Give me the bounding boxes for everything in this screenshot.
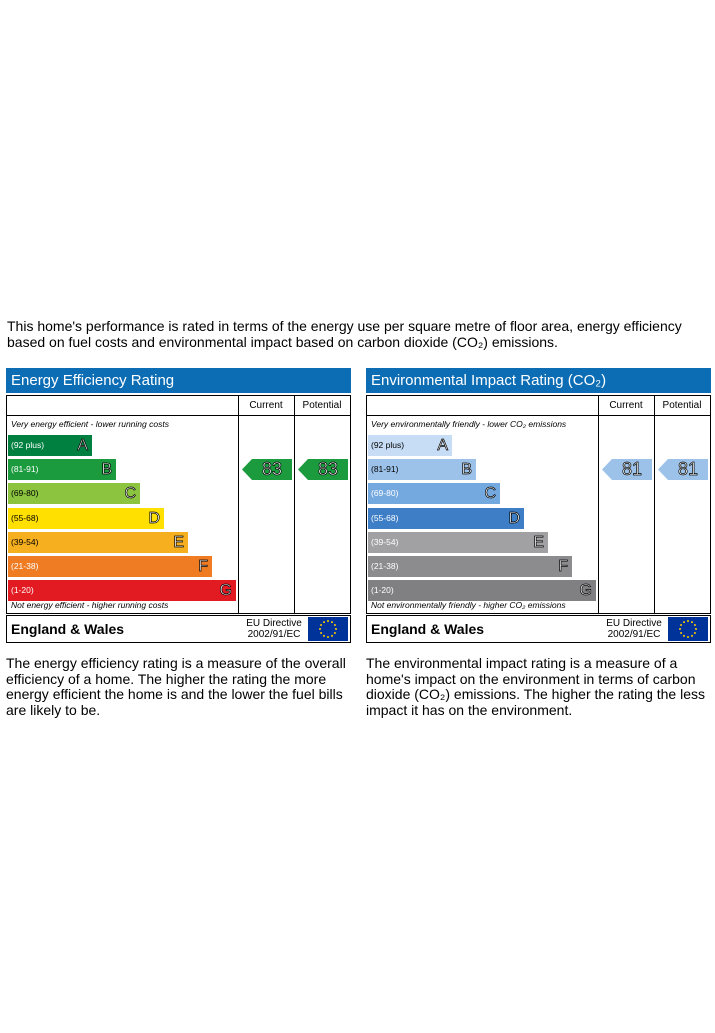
top-caption: Very environmentally friendly - lower CO₂ emissions (371, 419, 567, 429)
rating-band-a (368, 435, 452, 456)
rating-band-c (8, 483, 140, 504)
band-letter: D (148, 509, 160, 527)
region-label: England & Wales (11, 621, 125, 637)
band-range: (69-80) (371, 488, 399, 499)
top-caption: Very energy efficient - lower running costs (11, 419, 169, 429)
bottom-caption: Not energy efficient - higher running costs (11, 600, 169, 610)
rating-band-d (368, 508, 524, 529)
potential-column-header: Potential (662, 400, 702, 411)
energy-rating-chart (6, 395, 351, 614)
rating-band-f (8, 556, 212, 577)
band-letter: F (558, 558, 568, 575)
current-rating-arrow (242, 459, 292, 480)
band-letter: C (124, 485, 136, 503)
rating-band-f (368, 556, 572, 577)
band-range: (39-54) (11, 536, 39, 547)
band-letter: D (508, 509, 520, 527)
band-range: (92 plus) (11, 440, 45, 450)
chart-footer (6, 615, 351, 643)
eu-flag-icon (308, 617, 348, 641)
energy-description: The energy efficiency rating is a measure of the overall efficiency of a home. The higher the rating the more energy efficient the home is and the lower the fuel bills are likely to be. (6, 655, 346, 718)
potential-rating-arrow (658, 459, 708, 480)
rating-band-c (368, 483, 500, 504)
environmental-rating-chart (366, 395, 711, 614)
rating-band-d (8, 508, 164, 529)
potential-rating-value: 83 (317, 459, 339, 480)
current-rating-arrow (602, 459, 652, 480)
band-letter: E (533, 533, 544, 551)
band-range: (81-91) (11, 464, 39, 475)
band-letter: A (437, 437, 448, 454)
environmental-impact-title: Environmental Impact Rating (CO₂) (366, 368, 711, 393)
rating-band-g (8, 580, 236, 601)
band-range: (21-38) (11, 561, 39, 571)
potential-rating-value: 81 (677, 459, 699, 480)
current-column-header: Current (609, 400, 643, 411)
current-rating-value: 81 (621, 459, 643, 480)
energy-efficiency-title: Energy Efficiency Rating (6, 368, 351, 393)
current-column-header: Current (249, 400, 283, 411)
band-range: (1-20) (11, 585, 34, 596)
band-range: (81-91) (371, 464, 399, 475)
band-letter: C (484, 485, 496, 503)
energy-efficiency-panel (6, 368, 351, 643)
rating-band-b (8, 459, 116, 480)
band-letter: A (77, 437, 88, 454)
band-range: (92 plus) (371, 440, 405, 450)
region-label: England & Wales (371, 621, 485, 637)
band-letter: G (219, 582, 232, 600)
band-letter: G (579, 582, 592, 600)
band-letter: B (461, 461, 472, 479)
band-letter: F (198, 558, 208, 575)
rating-band-a (8, 435, 92, 456)
band-range: (21-38) (371, 561, 399, 571)
rating-band-g (368, 580, 596, 601)
bottom-caption: Not environmentally friendly - higher CO₂ emissions (371, 600, 566, 610)
chart-footer (366, 615, 711, 643)
rating-band-e (368, 532, 548, 553)
band-letter: B (101, 461, 112, 479)
eu-directive-label: EU Directive 2002/91/EC (606, 618, 662, 640)
environmental-description: The environmental impact rating is a measure of a home's impact on the environment in terms of carbon dioxide (CO₂) emissions. The higher the rating the less impact it has on the environment. (366, 655, 706, 718)
current-rating-value: 83 (261, 459, 283, 480)
band-letter: E (173, 533, 184, 551)
band-range: (39-54) (371, 536, 399, 547)
band-range: (55-68) (11, 512, 39, 523)
eu-flag-icon (668, 617, 708, 641)
rating-band-b (368, 459, 476, 480)
potential-column-header: Potential (302, 400, 342, 411)
band-range: (69-80) (11, 488, 39, 499)
potential-rating-arrow (298, 459, 348, 480)
environmental-impact-panel (366, 368, 711, 643)
eu-directive-label: EU Directive 2002/91/EC (246, 618, 302, 640)
intro-text: This home's performance is rated in terms of the energy use per square metre of floor area, energy efficiency based on fuel costs and environmental impact based on carbon dioxide (CO₂) emissions. (7, 318, 682, 350)
band-range: (55-68) (371, 512, 399, 523)
rating-band-e (8, 532, 188, 553)
band-range: (1-20) (371, 585, 394, 596)
